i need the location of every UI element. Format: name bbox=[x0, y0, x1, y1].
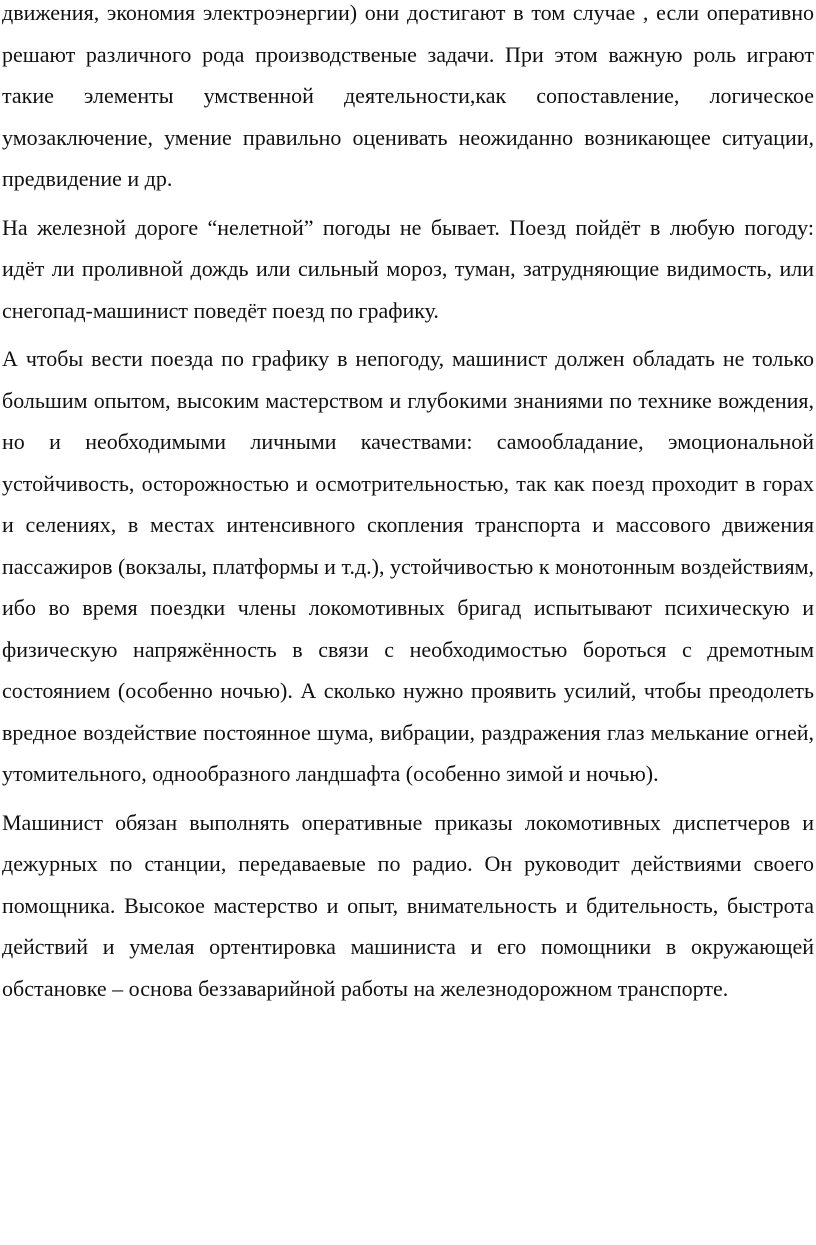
paragraph-1: движения, экономия электроэнергии) они достигают в том случае , если оперативно решают различного рода производственые задачи. При этом важную роль играют такие элементы умственной деятельности,как сопоставление, логическое умозаключение, умение правильно оценивать неожиданно возникающее ситуации, предвидение и др. bbox=[2, 0, 814, 191]
paragraph-4: Машинист обязан выполнять оперативные приказы локомотивных диспетчеров и дежурных по станции, передаваевые по радио. Он руководит действиями своего помощника. Высокое мастерство и опыт, внимательность и бдительность, быстрота действий и умелая ортентировка машиниста и его помощники в окружающей обстановке – основа беззаварийной работы на железнодорожном транспорте. bbox=[2, 809, 814, 1001]
paragraph-3: А чтобы вести поезда по графику в непогоду, машинист должен обладать не только большим опытом, высоким мастерством и глубокими знаниями по технике вождения, но и необходимыми личными качествами: самообладание, эмоциональной устойчивость, осторожностью и осмотрительностью, так как поезд проходит в горах и селениях, в местах интенсивного скопления транспорта и массового движения пассажиров (вокзалы, платформы и т.д.), устойчивостью к монотонным воздействиям, ибо во время поездки члены локомотивных бригад испытывают психическую и физическую напряжённость в связи с необходимостью бороться с дремотным состоянием (особенно ночью). А сколько нужно проявить усилий, чтобы преодолеть вредное воздействие постоянное шума, вибрации, раздражения глаз мелькание огней, утомительного, однообразного ландшафта (особенно зимой и ночью). bbox=[2, 346, 814, 786]
paragraph-2: На железной дороге “нелетной” погоды не бывает. Поезд пойдёт в любую погоду: идёт ли проливной дождь или сильный мороз, туман, затрудняющие видимость, или снегопад-машинист поведёт поезд по графику. bbox=[2, 214, 814, 323]
